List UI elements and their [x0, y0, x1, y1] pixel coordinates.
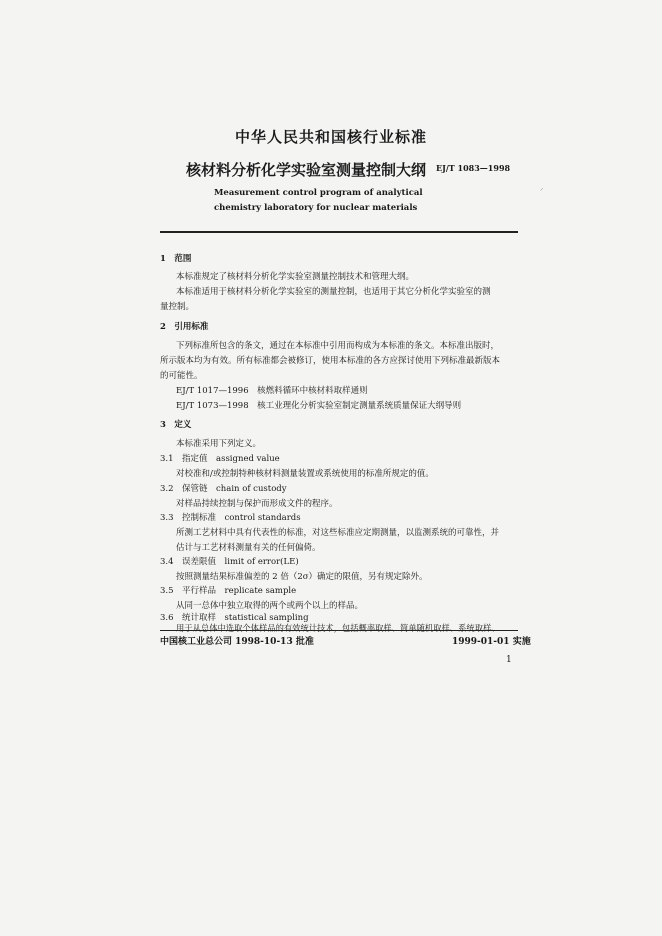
section-1-paragraph-1: 本标准规定了核材料分析化学实验室测量控制技术和管理大纲。 [176, 272, 415, 282]
definition-3-4-body: 按照测量结果标准偏差的 2 倍（2σ）确定的限值，另有规定除外。 [176, 572, 428, 582]
speck-mark: ⸝ [540, 184, 544, 192]
definition-3-5-heading: 3.5 平行样品 replicate sample [160, 586, 297, 596]
definition-3-3-heading: 3.3 控制标准 control standards [160, 513, 301, 523]
definition-3-2-body: 对样品持续控制与保护而形成文件的程序。 [176, 499, 338, 509]
definition-3-1-body: 对校准和/或控制特种核材料测量装置或系统使用的标准所规定的值。 [176, 469, 434, 479]
definition-3-6-heading: 3.6 统计取样 statistical sampling [160, 613, 309, 623]
footer-divider [160, 630, 518, 631]
section-3-heading: 3 定义 [160, 420, 192, 430]
organization-header: 中华人民共和国核行业标准 [234, 128, 427, 146]
implementation-date: 1999-01-01 实施 [452, 637, 531, 647]
section-1-heading: 1 范围 [160, 254, 192, 264]
definition-3-3-body-1: 所测工艺材料中具有代表性的标准，对这些标准应定期测量，以监测系统的可靠性，并 [176, 528, 500, 538]
section-3-intro: 本标准采用下列定义。 [176, 439, 262, 449]
approval-line: 中国核工业总公司 1998-10-13 批准 [160, 637, 314, 647]
reference-1: EJ/T 1017—1996 核燃料循环中核材料取样通则 [176, 386, 368, 396]
reference-2: EJ/T 1073—1998 核工业理化分析实验室制定测量系统质量保证大纲导则 [176, 401, 462, 411]
section-1-paragraph-2a: 本标准适用于核材料分析化学实验室的测量控制，也适用于其它分析化学实验室的测 [176, 287, 491, 297]
definition-3-4-heading: 3.4 误差限值 limit of error(LE) [160, 557, 299, 567]
header-divider [160, 231, 518, 233]
definition-3-2-heading: 3.2 保管链 chain of custody [160, 484, 287, 494]
section-2-paragraph-1c: 的可能性。 [160, 371, 203, 381]
definition-3-5-body: 从同一总体中独立取得的两个或两个以上的样品。 [176, 601, 364, 611]
definition-3-1-heading: 3.1 指定值 assigned value [160, 454, 280, 464]
english-title-line-1: Measurement control program of analytical [214, 188, 423, 198]
section-2-paragraph-1a: 下列标准所包含的条文，通过在本标准中引用而构成为本标准的条文。本标准出版时， [176, 341, 500, 351]
definition-3-6-body: 用于从总体中选取个体样品的有效统计技术，包括概率取样、简单随机取样、系统取样、 [176, 623, 500, 633]
section-2-paragraph-1b: 所示版本均为有效。所有标准都会被修订，使用本标准的各方应探讨使用下列标准最新版本 [160, 356, 501, 366]
english-title-line-2: chemistry laboratory for nuclear materials [214, 203, 418, 213]
section-1-paragraph-2b: 量控制。 [160, 302, 195, 312]
definition-3-3-body-2: 估计与工艺材料测量有关的任何偏倚。 [176, 543, 321, 553]
page-number: 1 [506, 655, 512, 665]
section-2-heading: 2 引用标准 [160, 322, 209, 332]
standard-code: EJ/T 1083—1998 [436, 163, 511, 173]
document-title: 核材料分析化学实验室测量控制大纲 [186, 161, 427, 179]
